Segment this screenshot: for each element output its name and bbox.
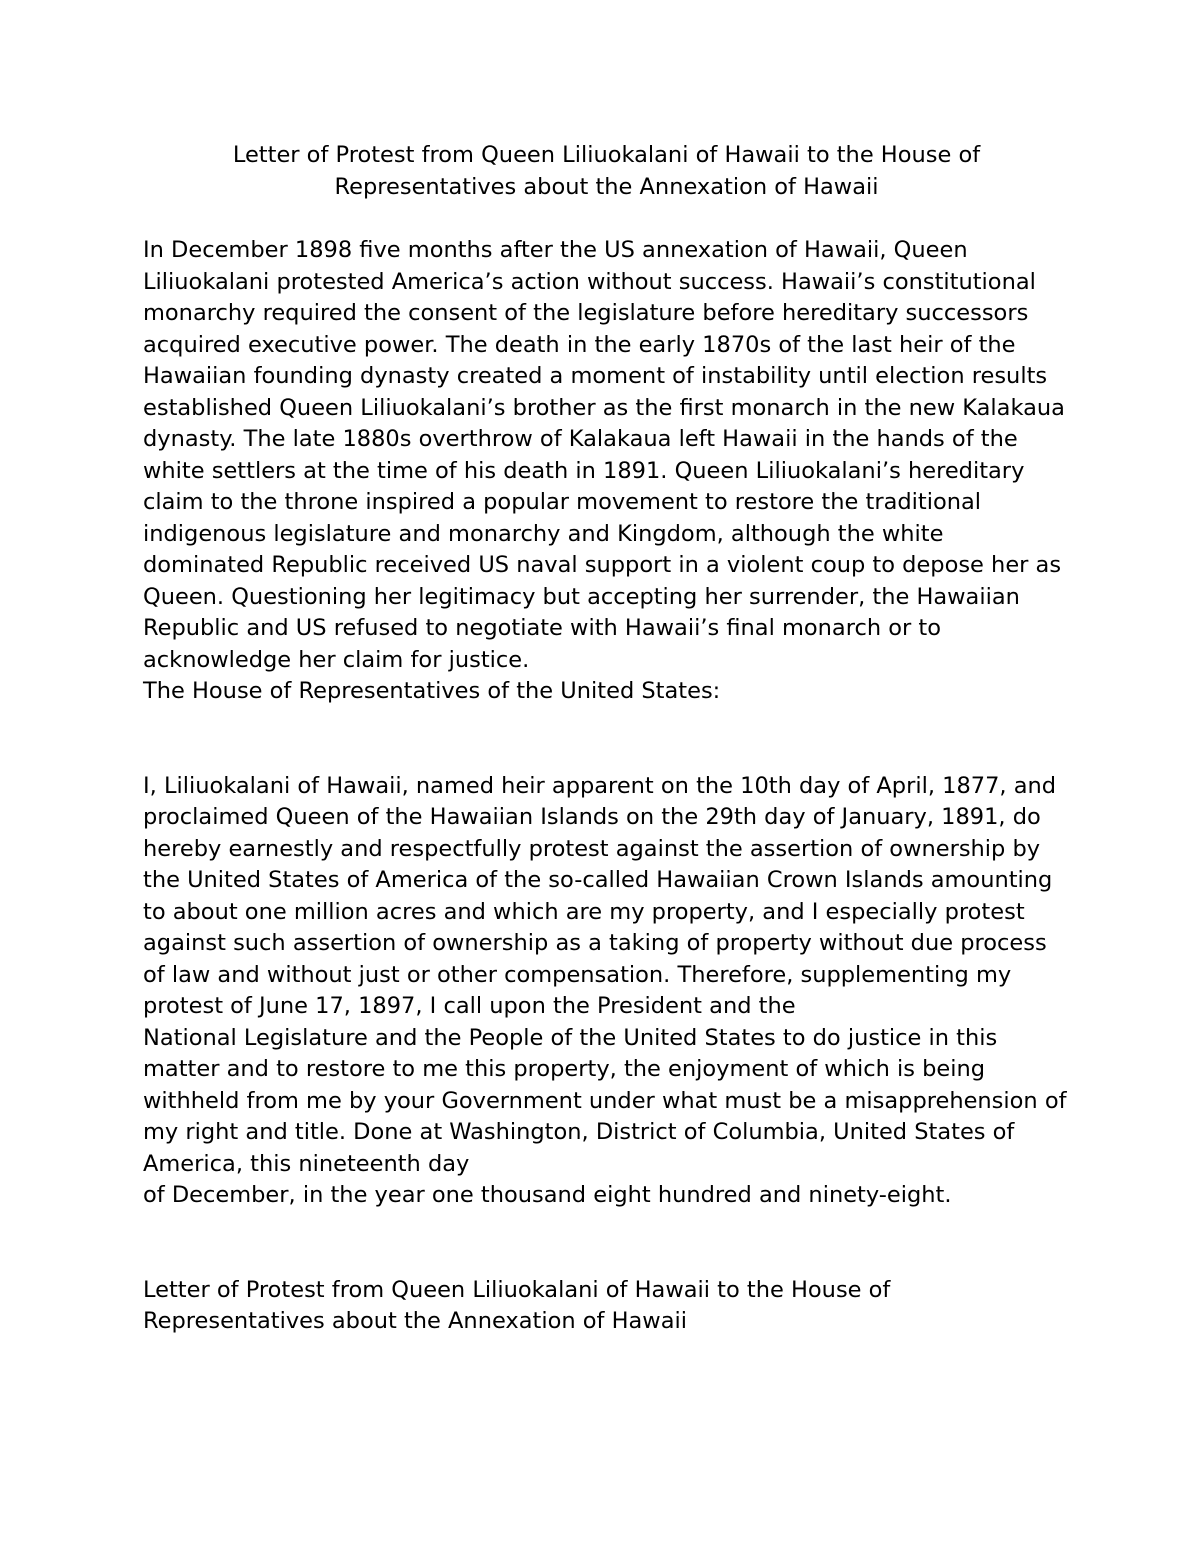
document-title-line-2: Representatives about the Annexation of Hawaii <box>334 173 879 200</box>
addressee-line: The House of Representatives of the United States: <box>143 678 721 704</box>
protest-paragraph-3: of December, in the year one thousand eight hundred and ninety-eight. <box>143 1182 952 1208</box>
intro-paragraph: In December 1898 five months after the US annexation of Hawaii, Queen Liliuokalani protested America’s action without success. Hawaii’s constitutional monarchy required the consent of the legislature before hereditary successors acquired executive power. The death in the early 1870s of the last heir of the Hawaiian founding dynasty created a moment of instability until election results established Queen Liliuokalani’s brother as the first monarch in the new Kalakaua dynasty. The late 1880s overthrow of Kalakaua left Hawaii in the hands of the white settlers at the time of his death in 1891. Queen Liliuokalani’s hereditary claim to the throne inspired a popular movement to restore the traditional indigenous legislature and monarchy and Kingdom, although the white dominated Republic received US naval support in a violent coup to depose her as Queen. Questioning her legitimacy but accepting her surrender, the Hawaiian Republic and US refused to negotiate with Hawaii’s final monarch or to acknowledge her claim for justice. <box>143 237 1065 673</box>
protest-letter-body <box>143 771 1070 1212</box>
protest-paragraph-2: National Legislature and the People of the United States to do justice in this matter and to restore to me this property, the enjoyment of which is being withheld from me by your Government under what must be a misapprehension of my right and title. Done at Washington, District of Columbia, United States of America, this nineteenth day <box>143 1024 1067 1177</box>
footer-title-line-1: Letter of Protest from Queen Liliuokalani of Hawaii to the House of <box>143 1276 891 1303</box>
footer-title <box>143 1275 1070 1338</box>
document-title <box>143 140 1070 203</box>
footer-title-line-2: Representatives about the Annexation of Hawaii <box>143 1308 687 1334</box>
protest-paragraph-1: I, Liliuokalani of Hawaii, named heir apparent on the 10th day of April, 1877, and proclaimed Queen of the Hawaiian Islands on the 29th day of January, 1891, do hereby earnestly and respectfully protest against the assertion of ownership by the United States of America of the so-called Hawaiian Crown Islands amounting to about one million acres and which are my property, and I especially protest against such assertion of ownership as a taking of property without due process of law and without just or other compensation. Therefore, supplementing my protest of June 17, 1897, I call upon the President and the <box>143 772 1057 1019</box>
document-title-line-1: Letter of Protest from Queen Liliuokalani of Hawaii to the House of <box>232 142 981 168</box>
